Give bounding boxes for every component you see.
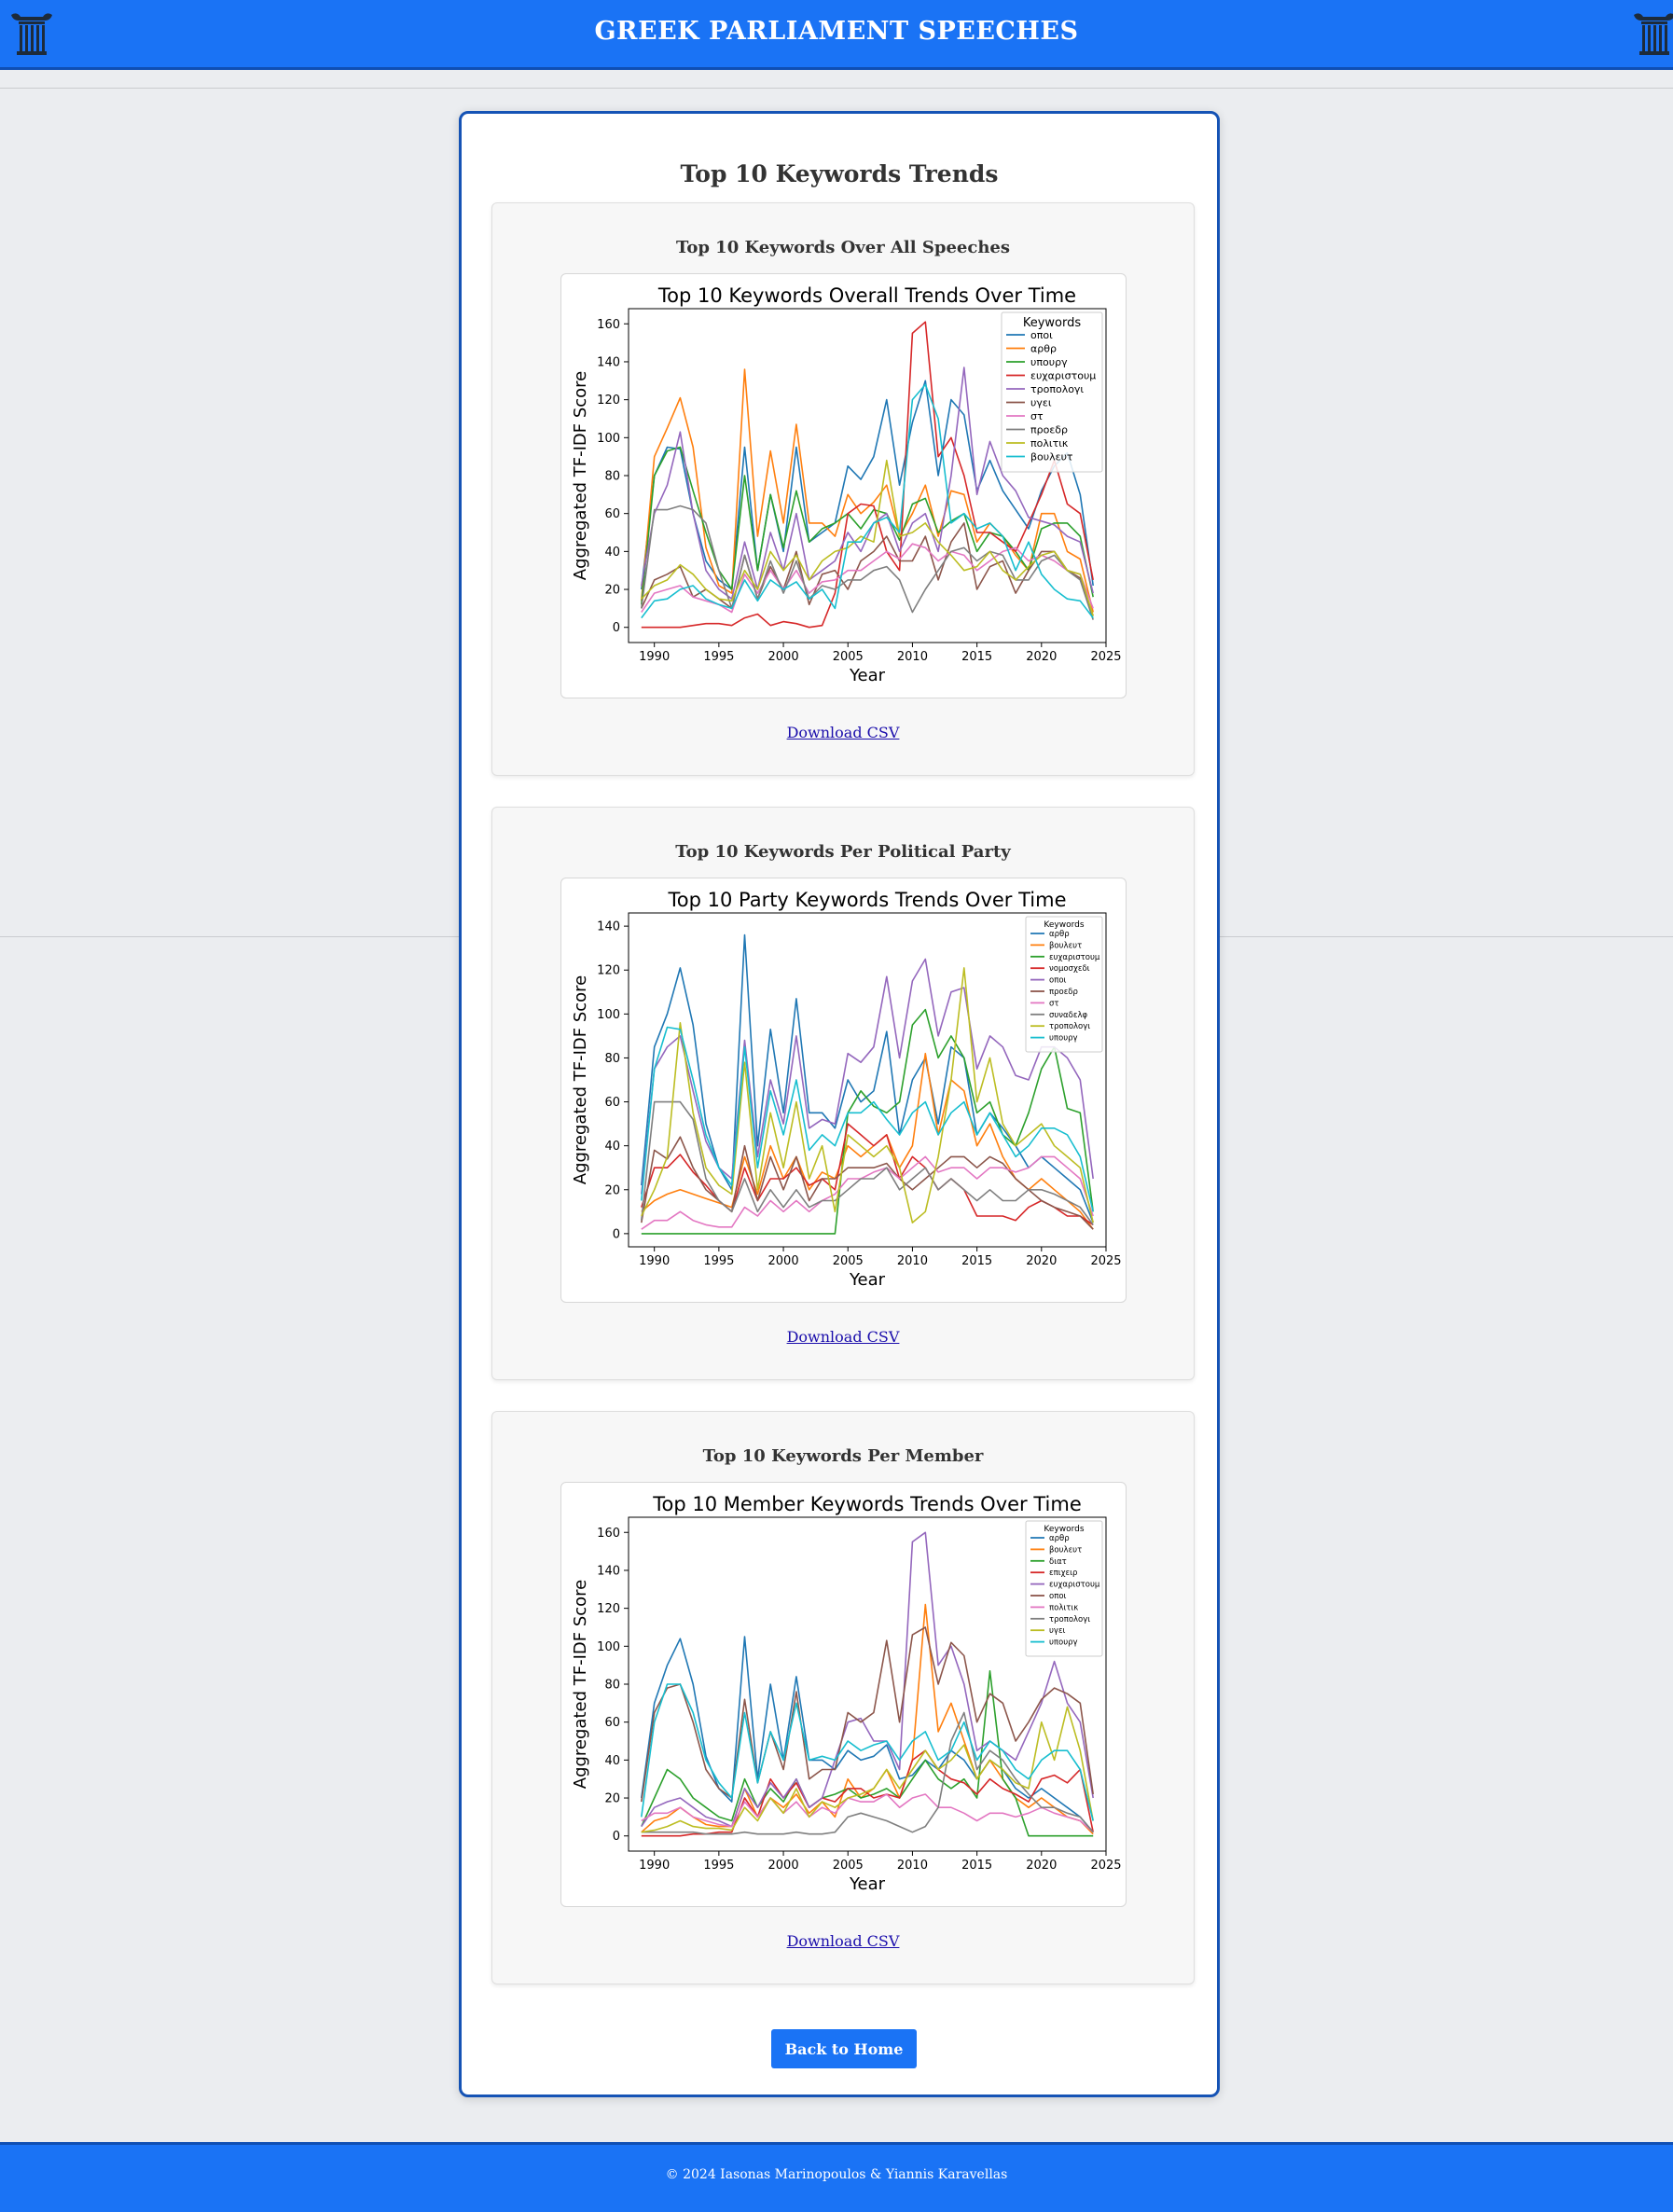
- series-line-διατ: [642, 1671, 1093, 1836]
- y-tick-label: 140: [597, 355, 620, 370]
- y-tick-label: 40: [604, 1140, 620, 1154]
- chart-frame: [560, 878, 1127, 1303]
- chart-title: Top 10 Party Keywords Trends Over Time: [668, 889, 1067, 911]
- y-tick-label: 80: [604, 469, 620, 484]
- y-tick-label: 100: [597, 431, 620, 446]
- legend-label: ευχαριστουμ: [1049, 952, 1100, 962]
- legend-label: υπουργ: [1049, 1638, 1078, 1648]
- legend-label: αρθρ: [1049, 930, 1070, 939]
- x-tick-label: 1995: [703, 1254, 735, 1268]
- x-tick-label: 1995: [703, 1859, 735, 1873]
- x-tick-label: 2010: [896, 1254, 928, 1268]
- x-tick-label: 2020: [1026, 1859, 1058, 1873]
- y-tick-label: 160: [597, 1526, 620, 1541]
- site-header: [0, 0, 1673, 70]
- legend-label: οποι: [1049, 1592, 1067, 1601]
- x-tick-label: 2005: [832, 1859, 864, 1873]
- chart-title: Top 10 Member Keywords Trends Over Time: [653, 1493, 1082, 1515]
- y-tick-label: 20: [604, 1791, 620, 1806]
- y-tick-label: 20: [604, 1183, 620, 1198]
- legend-label: οποι: [1030, 329, 1053, 341]
- divider: [0, 88, 1673, 89]
- site-title: GREEK PARLIAMENT SPEECHES: [594, 17, 1079, 46]
- section-member: [491, 1411, 1195, 1984]
- legend-label: βουλευτ: [1030, 450, 1073, 463]
- legend-label: ευχαριστουμ: [1030, 369, 1097, 382]
- x-tick-label: 1990: [639, 1254, 671, 1268]
- member-keywords-chart: [561, 1483, 1126, 1906]
- legend-label: υπουργ: [1030, 356, 1068, 368]
- legend-label: νομοσχεδι: [1049, 964, 1090, 975]
- x-tick-label: 2005: [832, 1254, 864, 1268]
- y-axis-label: Aggregated TF-IDF Score: [571, 975, 590, 1185]
- x-axis-label: Year: [849, 666, 886, 685]
- legend-label: υγει: [1049, 1626, 1066, 1637]
- legend-label: στ: [1049, 999, 1059, 1009]
- section-political-party: [491, 807, 1195, 1380]
- overall-keywords-chart: [561, 274, 1126, 698]
- series-line-αρθρ: [642, 1637, 1093, 1832]
- column-icon: [1630, 9, 1673, 58]
- download-csv-link[interactable]: Download CSV: [786, 1328, 900, 1346]
- x-tick-label: 2015: [961, 650, 993, 664]
- y-tick-label: 80: [604, 1678, 620, 1693]
- legend-label: βουλευτ: [1049, 1545, 1083, 1555]
- series-line-στ: [642, 544, 1093, 612]
- legend-label: τροπολογι: [1049, 1022, 1091, 1032]
- y-tick-label: 60: [604, 1716, 620, 1731]
- site-footer: [0, 2142, 1673, 2212]
- legend-label: ευχαριστουμ: [1049, 1580, 1100, 1590]
- x-tick-label: 2020: [1026, 650, 1058, 664]
- y-tick-label: 160: [597, 317, 620, 332]
- legend-label: βουλευτ: [1049, 941, 1083, 951]
- x-tick-label: 2025: [1090, 1859, 1122, 1873]
- x-axis-label: Year: [849, 1270, 886, 1290]
- x-tick-label: 1990: [639, 650, 671, 664]
- legend-title: Keywords: [1044, 1525, 1085, 1534]
- y-tick-label: 140: [597, 919, 620, 934]
- download-csv-link[interactable]: Download CSV: [786, 724, 900, 741]
- legend-label: τροπολογι: [1030, 383, 1085, 395]
- legend-label: επιχειρ: [1049, 1569, 1078, 1579]
- x-tick-label: 2025: [1090, 650, 1122, 664]
- y-tick-label: 120: [597, 963, 620, 978]
- legend-label: αρθρ: [1049, 1534, 1070, 1543]
- x-tick-label: 2015: [961, 1859, 993, 1873]
- legend-label: συναδελφ: [1049, 1010, 1088, 1020]
- legend-label: οποι: [1049, 975, 1067, 986]
- legend-label: αρθρ: [1030, 342, 1057, 355]
- x-tick-label: 2010: [896, 1859, 928, 1873]
- x-tick-label: 2010: [896, 650, 928, 664]
- x-tick-label: 2005: [832, 650, 864, 664]
- page-title: Top 10 Keywords Trends: [680, 160, 999, 187]
- x-tick-label: 1990: [639, 1859, 671, 1873]
- x-axis-label: Year: [849, 1874, 886, 1894]
- y-axis-label: Aggregated TF-IDF Score: [571, 1579, 590, 1790]
- x-tick-label: 2000: [767, 1254, 799, 1268]
- y-tick-label: 120: [597, 1602, 620, 1617]
- legend-label: υπουργ: [1049, 1033, 1078, 1044]
- y-tick-label: 100: [597, 1007, 620, 1022]
- y-tick-label: 140: [597, 1564, 620, 1579]
- legend-label: τροπολογι: [1049, 1614, 1091, 1624]
- series-line-νομοσχεδι: [642, 1124, 1093, 1224]
- y-tick-label: 60: [604, 1096, 620, 1111]
- y-tick-label: 40: [604, 545, 620, 560]
- x-tick-label: 2015: [961, 1254, 993, 1268]
- chart-title: Top 10 Keywords Overall Trends Over Time: [657, 284, 1077, 307]
- copyright-text: © 2024 Iasonas Marinopoulos & Yiannis Karavellas: [665, 2167, 1008, 2182]
- chart-frame: [560, 273, 1127, 698]
- x-tick-label: 2020: [1026, 1254, 1058, 1268]
- section-all-speeches: [491, 202, 1195, 776]
- y-tick-label: 60: [604, 507, 620, 522]
- y-tick-label: 0: [612, 1830, 620, 1845]
- chart-frame: [560, 1482, 1127, 1907]
- section-title: Top 10 Keywords Per Political Party: [675, 842, 1011, 862]
- section-title: Top 10 Keywords Over All Speeches: [675, 238, 1010, 257]
- y-axis-label: Aggregated TF-IDF Score: [571, 370, 590, 581]
- keywords-card: [459, 111, 1220, 2097]
- y-tick-label: 0: [612, 621, 620, 636]
- x-tick-label: 2000: [767, 1859, 799, 1873]
- section-title: Top 10 Keywords Per Member: [702, 1446, 984, 1466]
- party-keywords-chart: [561, 878, 1126, 1302]
- legend-title: Keywords: [1044, 920, 1085, 930]
- x-tick-label: 2000: [767, 650, 799, 664]
- y-tick-label: 0: [612, 1227, 620, 1242]
- y-tick-label: 80: [604, 1051, 620, 1066]
- download-csv-link[interactable]: Download CSV: [786, 1932, 900, 1950]
- x-tick-label: 1995: [703, 650, 735, 664]
- back-to-home-button[interactable]: Back to Home: [771, 2029, 917, 2068]
- legend-label: πολιτικ: [1030, 437, 1069, 449]
- y-tick-label: 20: [604, 583, 620, 598]
- legend-label: διατ: [1049, 1556, 1067, 1567]
- legend-label: προεδρ: [1030, 423, 1068, 436]
- y-tick-label: 40: [604, 1753, 620, 1768]
- legend-title: Keywords: [1022, 316, 1082, 330]
- y-tick-label: 120: [597, 394, 620, 408]
- y-tick-label: 100: [597, 1639, 620, 1654]
- legend-label: πολιτικ: [1049, 1603, 1079, 1613]
- legend-label: στ: [1030, 410, 1044, 422]
- x-tick-label: 2025: [1090, 1254, 1122, 1268]
- legend-label: προεδρ: [1049, 988, 1078, 997]
- legend-label: υγει: [1030, 396, 1052, 409]
